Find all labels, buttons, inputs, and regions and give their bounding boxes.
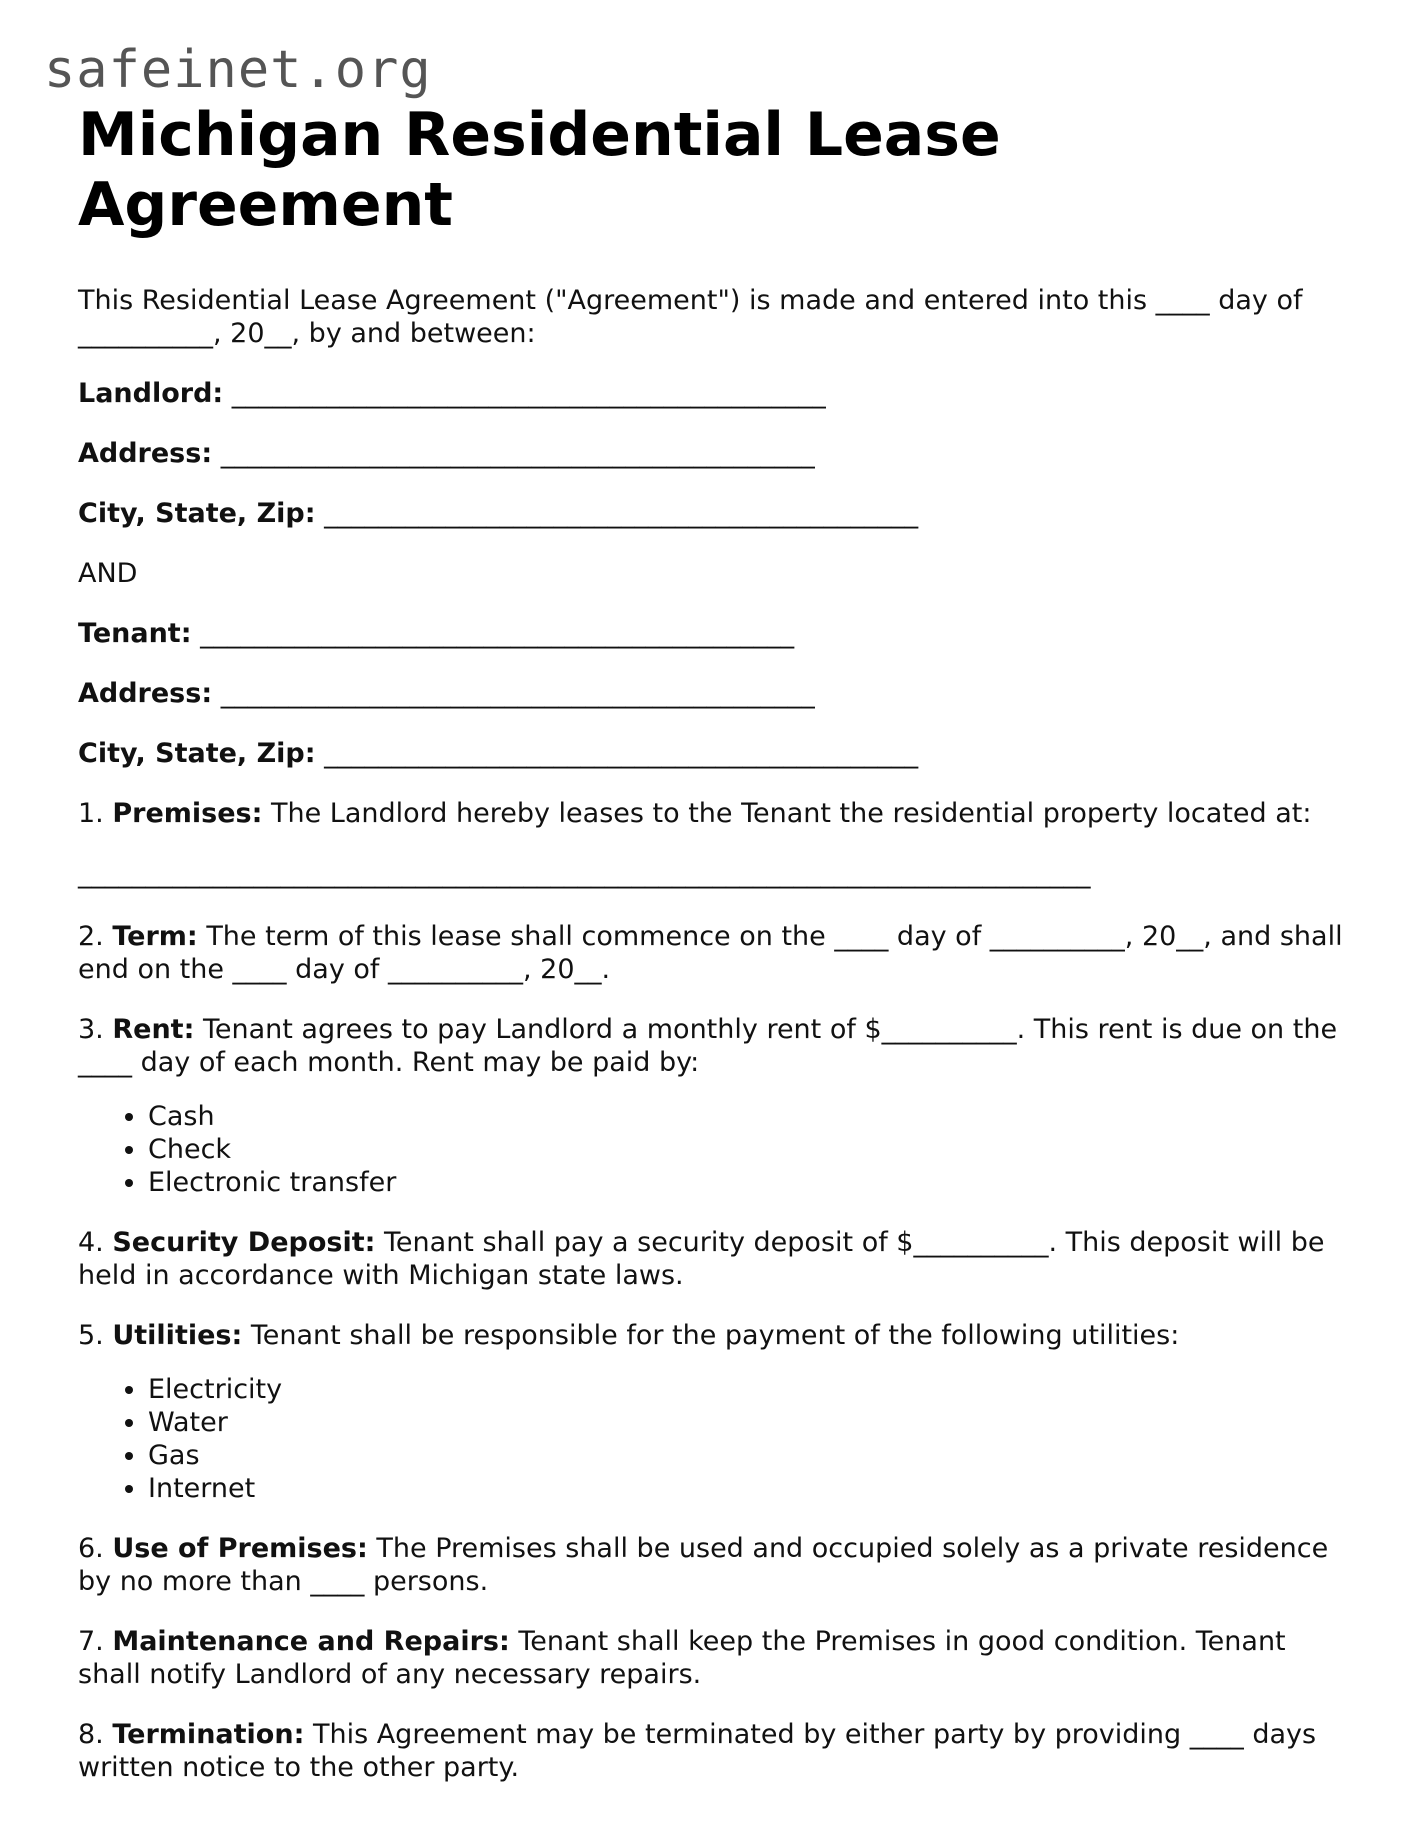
landlord-city-field [78, 497, 1348, 530]
document-title: Michigan Residential Lease Agreement [78, 100, 1001, 240]
payment-methods-list [78, 1100, 1348, 1199]
landlord-name-field [78, 377, 1348, 410]
section-maintenance [78, 1625, 1348, 1691]
list-item: • Check [148, 1133, 1348, 1166]
landlord-city-label: City, State, Zip: [78, 498, 316, 529]
section-text: The Landlord hereby leases to the Tenant the residential property located at: [262, 798, 1312, 829]
section-heading: Rent: [112, 1014, 195, 1045]
premises-address-blank: ___________________________________________________________________________ [78, 858, 1091, 889]
tenant-address-blank: ____________________________________________ [212, 678, 815, 709]
tenant-name-field [78, 617, 1348, 650]
section-heading: Use of Premises: [112, 1533, 368, 1564]
landlord-address-field [78, 437, 1348, 470]
section-number: 4. [78, 1227, 113, 1258]
section-premises [78, 797, 1348, 830]
section-termination [78, 1718, 1348, 1784]
section-text: Tenant shall pay a security deposit of $__________. This deposit will be held in accordance with Michigan state laws. [78, 1227, 1325, 1291]
section-heading: Maintenance and Repairs: [112, 1626, 510, 1657]
section-heading: Utilities: [112, 1320, 243, 1351]
section-heading: Term: [112, 921, 198, 952]
utilities-list [78, 1373, 1348, 1505]
tenant-address-field [78, 677, 1348, 710]
list-item: • Electronic transfer [148, 1166, 1348, 1199]
section-text: Tenant shall be responsible for the payment of the following utilities: [242, 1320, 1180, 1351]
section-text: Tenant shall keep the Premises in good condition. Tenant shall notify Landlord of any necessary repairs. [78, 1626, 1286, 1690]
section-text: The term of this lease shall commence on the ____ day of __________, 20__, and shall end on the ____ day of __________, 20__. [78, 921, 1343, 985]
section-heading: Security Deposit: [112, 1227, 376, 1258]
section-text: The Premises shall be used and occupied solely as a private residence by no more than ____ persons. [78, 1533, 1329, 1597]
list-item: • Gas [148, 1439, 1348, 1472]
list-item: • Electricity [148, 1373, 1348, 1406]
tenant-name-label: Tenant: [78, 618, 192, 649]
section-number: 5. [78, 1320, 113, 1351]
landlord-city-blank: ____________________________________________ [315, 498, 919, 529]
landlord-name-label: Landlord: [78, 378, 224, 409]
section-number: 6. [78, 1533, 113, 1564]
section-security-deposit [78, 1226, 1348, 1292]
list-item: • Internet [148, 1472, 1348, 1505]
section-number: 7. [78, 1626, 113, 1657]
section-heading: Premises: [112, 798, 263, 829]
list-item: • Water [148, 1406, 1348, 1439]
tenant-city-label: City, State, Zip: [78, 738, 316, 769]
section-number: 2. [78, 921, 113, 952]
watermark: safeinet.org [44, 40, 432, 100]
section-utilities [78, 1319, 1348, 1352]
section-number: 1. [78, 798, 113, 829]
tenant-address-label: Address: [78, 678, 213, 709]
landlord-address-label: Address: [78, 438, 213, 469]
and-separator: AND [78, 558, 138, 589]
section-rent [78, 1013, 1348, 1079]
landlord-address-blank: ____________________________________________ [212, 438, 815, 469]
document-page [78, 100, 1348, 1811]
tenant-city-blank: ____________________________________________ [315, 738, 919, 769]
section-text: Tenant agrees to pay Landlord a monthly rent of $__________. This rent is due on the ____ day of each month. Rent may be paid by: [78, 1014, 1338, 1078]
list-item: • Cash [148, 1100, 1348, 1133]
section-number: 8. [78, 1719, 113, 1750]
landlord-name-blank: ____________________________________________ [223, 378, 826, 409]
intro-paragraph: This Residential Lease Agreement ("Agreement") is made and entered into this ____ day of __________, 20__, by and between: [78, 285, 1303, 349]
section-use-of-premises [78, 1532, 1348, 1598]
section-term [78, 920, 1348, 986]
tenant-city-field [78, 737, 1348, 770]
tenant-name-blank: ____________________________________________ [191, 618, 795, 649]
section-heading: Termination: [112, 1719, 305, 1750]
section-text: This Agreement may be terminated by either party by providing ____ days written notice to the other party. [78, 1719, 1317, 1783]
section-number: 3. [78, 1014, 113, 1045]
